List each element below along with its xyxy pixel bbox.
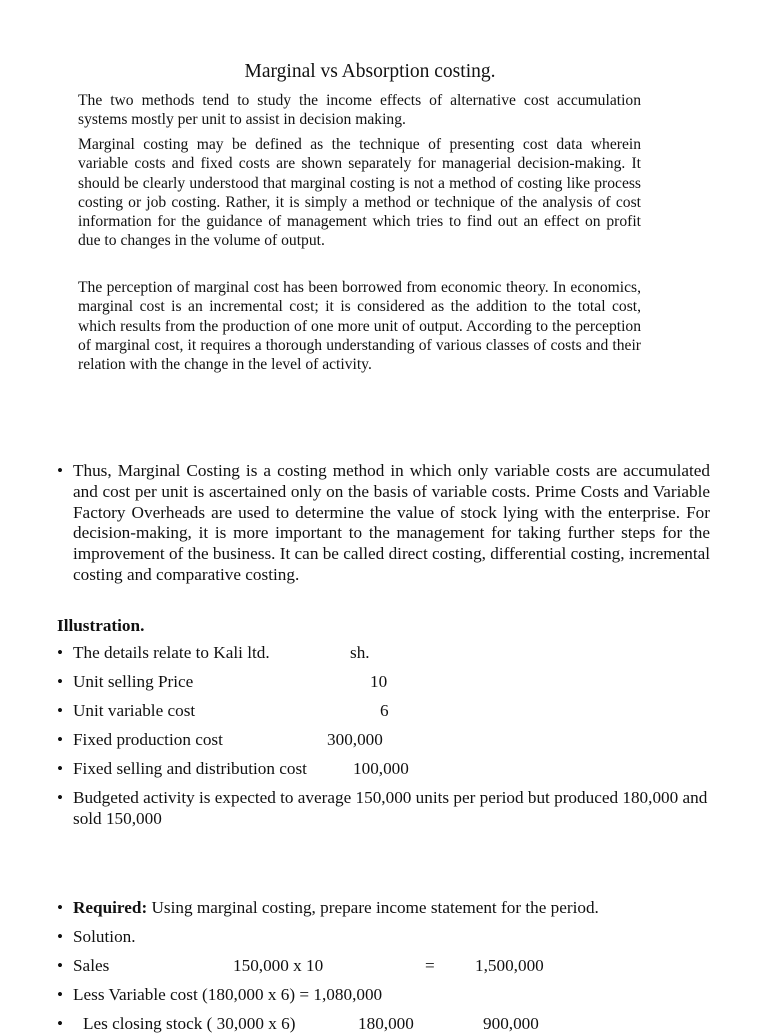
required-item (57, 898, 710, 919)
closing-stock-net: 900,000 (483, 1014, 539, 1033)
detail-value: sh. (350, 643, 370, 662)
detail-label: Unit selling Price (73, 672, 194, 691)
detail-label: Fixed production cost (73, 730, 223, 749)
sales-calc: 150,000 x 10 (233, 956, 324, 975)
detail-label: The details relate to Kali ltd. (73, 643, 270, 662)
sales-label: Sales (73, 956, 110, 975)
detail-value: 6 (380, 701, 389, 720)
bullet-icon: • (57, 788, 64, 807)
bullet-icon: • (57, 701, 64, 720)
bullet-icon: • (57, 985, 64, 1004)
detail-value: 100,000 (353, 759, 409, 778)
bullet-icon: • (57, 730, 64, 749)
intro-paragraph: The two methods tend to study the income effects of alternative cost accumulation systems mostly per unit to assist in decision making. (78, 92, 641, 129)
page-title: Marginal vs Absorption costing. (244, 61, 496, 82)
budget-note: • Budgeted activity is expected to average 150,000 units per period but produced 180,000 and sold 150,000 (57, 788, 708, 828)
detail-label: Fixed selling and distribution cost (73, 759, 307, 778)
bullet-icon: • (57, 1014, 64, 1033)
required-label: Required: (73, 898, 148, 917)
closing-stock-amount: 180,000 (358, 1014, 414, 1033)
detail-label: Unit variable cost (73, 701, 196, 720)
marginal-cost-perception-paragraph: The perception of marginal cost has been borrowed from economic theory. In economics, marginal cost is an incremental cost; it is considered as the addition to the total cost, which results from the production of one more unit of output. According to the perception of marginal cost, it requires a thorough understanding of various classes of costs and their relation with the change in the level of activity. (78, 279, 641, 374)
summary-bullet: • Thus, Marginal Costing is a costing method in which only variable costs are accumulated and cost per unit is ascertained only on the basis of variable costs. Prime Costs and Variable Factory Overheads are used to determine the value of stock lying with the enterprise. For decision-making, it is more important to the management for taking further steps for the improvement of the business. It can be called direct costing, differential costing, incremental costing and comparative costing. (57, 461, 710, 584)
detail-value: 10 (370, 672, 388, 691)
bullet-icon: • (57, 898, 64, 917)
detail-value: 300,000 (327, 730, 383, 749)
variable-cost-line: Less Variable cost (180,000 x 6) = 1,080,000 (73, 985, 383, 1004)
bullet-icon: • (57, 461, 64, 480)
marginal-costing-definition-paragraph: Marginal costing may be defined as the technique of presenting cost data wherein variable costs and fixed costs are shown separately for managerial decision-making. It should be clearly understood that marginal costing is not a method of costing like process costing or job costing. Rather, it is simply a method or technique of the analysis of cost information for the guidance of management which tries to find out an effect on profit due to changes in the volume of output. (78, 136, 641, 250)
illustration-heading: Illustration. (57, 616, 145, 635)
solution-label: Solution. (73, 927, 136, 946)
required-text: Using marginal costing, prepare income statement for the period. (147, 898, 599, 917)
bullet-icon: • (57, 672, 64, 691)
bullet-icon: • (57, 643, 64, 662)
bullet-icon: • (57, 956, 64, 975)
bullet-icon: • (57, 759, 64, 778)
sales-amount: 1,500,000 (475, 956, 544, 975)
closing-stock-label: Les closing stock ( 30,000 x 6) (83, 1014, 296, 1033)
bullet-icon: • (57, 927, 64, 946)
sales-equals: = (425, 956, 435, 975)
